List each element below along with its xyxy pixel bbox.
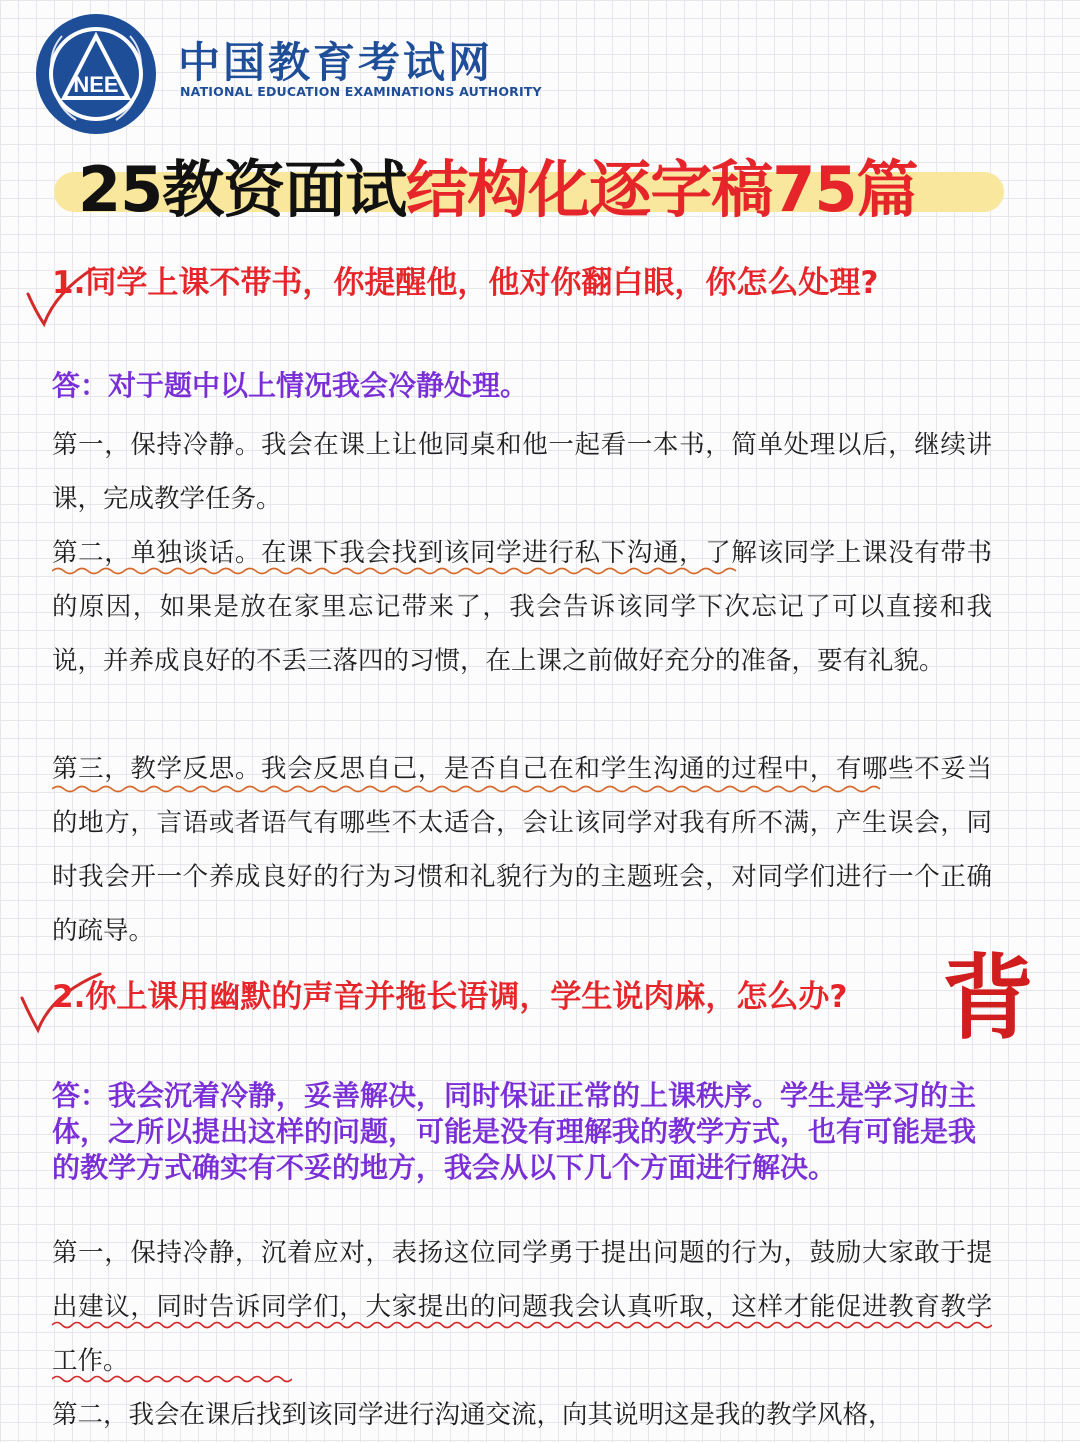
question-1: 1.同学上课不带书，你提醒他，他对你翻白眼，你怎么处理? xyxy=(52,265,879,301)
page-title-block xyxy=(48,136,1008,226)
handwritten-note xyxy=(938,940,1038,1050)
wavy-underline xyxy=(52,784,882,794)
title-part-black: 25教资面试 xyxy=(78,153,407,226)
question-2: 2.你上课用幽默的声音并拖长语调，学生说肉麻，怎么办? xyxy=(52,979,848,1015)
wavy-underline xyxy=(52,1374,292,1384)
logo-text: NEE xyxy=(73,72,119,97)
title-part-red: 结构化逐字稿75篇 xyxy=(406,153,918,226)
svg-text:背: 背 xyxy=(941,945,1035,1050)
page-title xyxy=(78,140,918,229)
brand-name-en: NATIONAL EDUCATION EXAMINATIONS AUTHORITY xyxy=(180,84,542,99)
wavy-underline xyxy=(52,1320,992,1330)
nee-logo xyxy=(34,12,158,136)
answer-1-point-1: 第一，保持冷静。我会在课上让他同桌和他一起看一本书，简单处理以后，继续讲课，完成教学任务。 xyxy=(52,430,992,514)
answer-2-point-1: 第一，保持冷静，沉着应对，表扬这位同学勇于提出问题的行为，鼓励大家敢于提出建议，同时告诉同学们，大家提出的问题我会认真听取，这样才能促进教育教学工作。 xyxy=(52,1238,992,1376)
wavy-underline xyxy=(52,566,742,576)
answer-2-point-2: 第二，我会在课后找到该同学进行沟通交流，向其说明这是我的教学风格， xyxy=(52,1400,894,1430)
brand-name-cn: 中国教育考试网 xyxy=(178,38,494,87)
answer-1-intro: 答：对于题中以上情况我会冷静处理。 xyxy=(52,369,529,402)
answer-1-point-2: 第二，单独谈话。在课下我会找到该同学进行私下沟通，了解该同学上课没有带书的原因，如果是放在家里忘记带来了，我会告诉该同学下次忘记了可以直接和我说，并养成良好的不丢三落四的习惯，在上课之前做好充分的准备，要有礼貌。 xyxy=(52,538,992,676)
answer-2-intro: 答：我会沉着冷静，妥善解决，同时保证正常的上课秩序。学生是学习的主体，之所以提出这样的问题，可能是没有理解我的教学方式，也有可能是我的教学方式确实有不妥的地方，我会从以下几个方面进行解决。 xyxy=(52,1079,977,1184)
answer-1-point-3: 第三，教学反思。我会反思自己，是否自己在和学生沟通的过程中，有哪些不妥当的地方，言语或者语气有哪些不太适合，会让该同学对我有所不满，产生误会，同时我会开一个养成良好的行为习惯和礼貌行为的主题班会，对同学们进行一个正确的疏导。 xyxy=(52,754,992,946)
